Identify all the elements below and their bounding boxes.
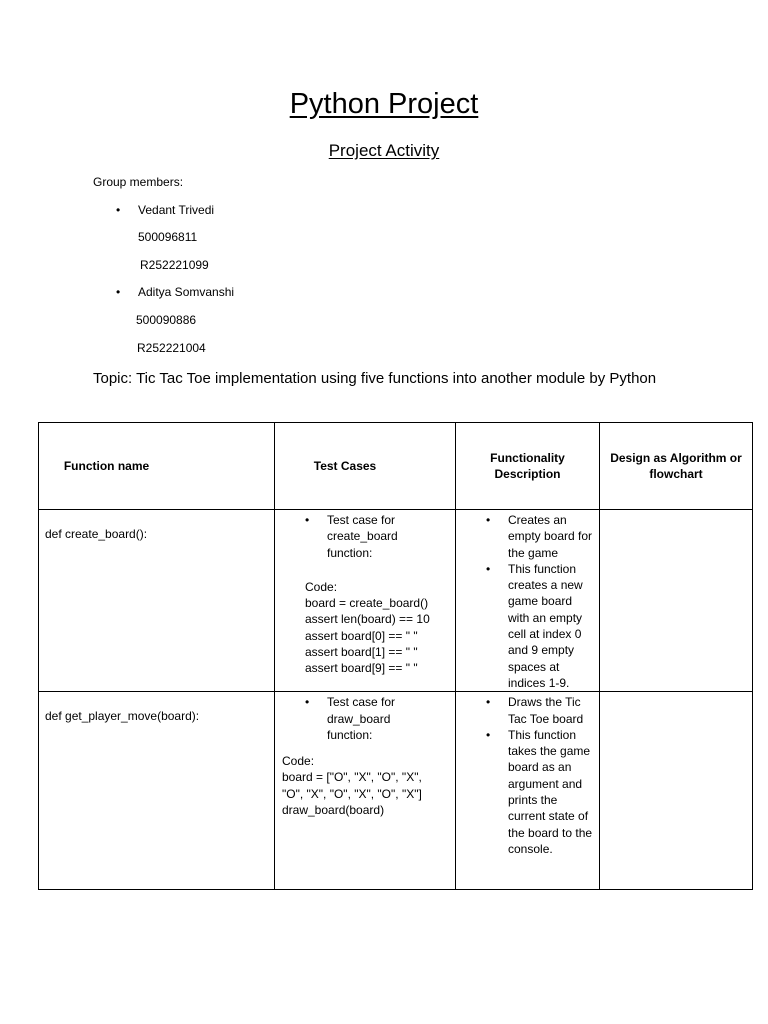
code-line: board = ["O", "X", "O", "X", bbox=[282, 770, 422, 785]
code-line: assert board[9] == " " bbox=[305, 661, 418, 676]
description-item: • Draws the Tic Tac Toe board bbox=[508, 694, 593, 727]
document-title: Python Project bbox=[289, 88, 479, 120]
function-name-cell bbox=[39, 692, 275, 890]
member-reg: R252221004 bbox=[137, 341, 206, 355]
description-cell bbox=[456, 692, 600, 890]
table-row bbox=[39, 510, 753, 692]
topic-text: Topic: Tic Tac Toe implementation using five functions into another module by Python bbox=[93, 370, 657, 387]
header-function-name: Function name bbox=[39, 423, 275, 510]
test-cases-cell bbox=[275, 692, 456, 890]
code-line: draw_board(board) bbox=[282, 803, 385, 818]
header-design: Design as Algorithm or flowchart bbox=[600, 423, 753, 510]
member-id: 500096811 bbox=[138, 230, 198, 244]
group-members-label: Group members: bbox=[93, 175, 184, 189]
document-subtitle: Project Activity bbox=[328, 141, 440, 160]
functions-table bbox=[38, 422, 753, 890]
member-id: 500090886 bbox=[136, 313, 197, 327]
header-test-cases: Test Cases bbox=[275, 423, 456, 510]
member-reg: R252221099 bbox=[140, 258, 209, 272]
header-functionality: Functionality Description bbox=[456, 423, 600, 510]
description-cell bbox=[456, 510, 600, 692]
table-row bbox=[39, 692, 753, 890]
design-cell bbox=[600, 692, 753, 890]
description-item: • Creates an empty board for the game bbox=[508, 512, 593, 561]
function-name: def get_player_move(board): bbox=[45, 709, 200, 724]
code-line: assert board[0] == " " bbox=[305, 628, 418, 643]
function-name-cell bbox=[39, 510, 275, 692]
code-label: Code: bbox=[282, 754, 315, 769]
test-case-bullet: • Test case for create_board function: bbox=[327, 512, 422, 561]
member-name: Aditya Somvanshi bbox=[138, 285, 235, 299]
bullet-icon: • bbox=[116, 203, 121, 217]
code-label: Code: bbox=[305, 579, 338, 594]
code-line: assert len(board) == 10 bbox=[305, 612, 430, 627]
code-line: board = create_board() bbox=[305, 596, 429, 611]
description-item: • This function creates a new game board with an empty cell at index 0 and 9 empty spaces at indices 1-9. bbox=[508, 561, 593, 691]
member-name: Vedant Trivedi bbox=[138, 203, 215, 217]
description-item: • This function takes the game board as an argument and prints the current state of the board to the console. bbox=[508, 727, 593, 857]
test-cases-cell bbox=[275, 510, 456, 692]
code-line: assert board[1] == " " bbox=[305, 645, 418, 660]
code-line: "O", "X", "O", "X", "O", "X"] bbox=[282, 786, 422, 801]
bullet-icon: • bbox=[116, 285, 121, 299]
function-name: def create_board(): bbox=[45, 527, 148, 541]
design-cell bbox=[600, 510, 753, 692]
test-case-bullet: • Test case for draw_board function: bbox=[327, 694, 422, 743]
